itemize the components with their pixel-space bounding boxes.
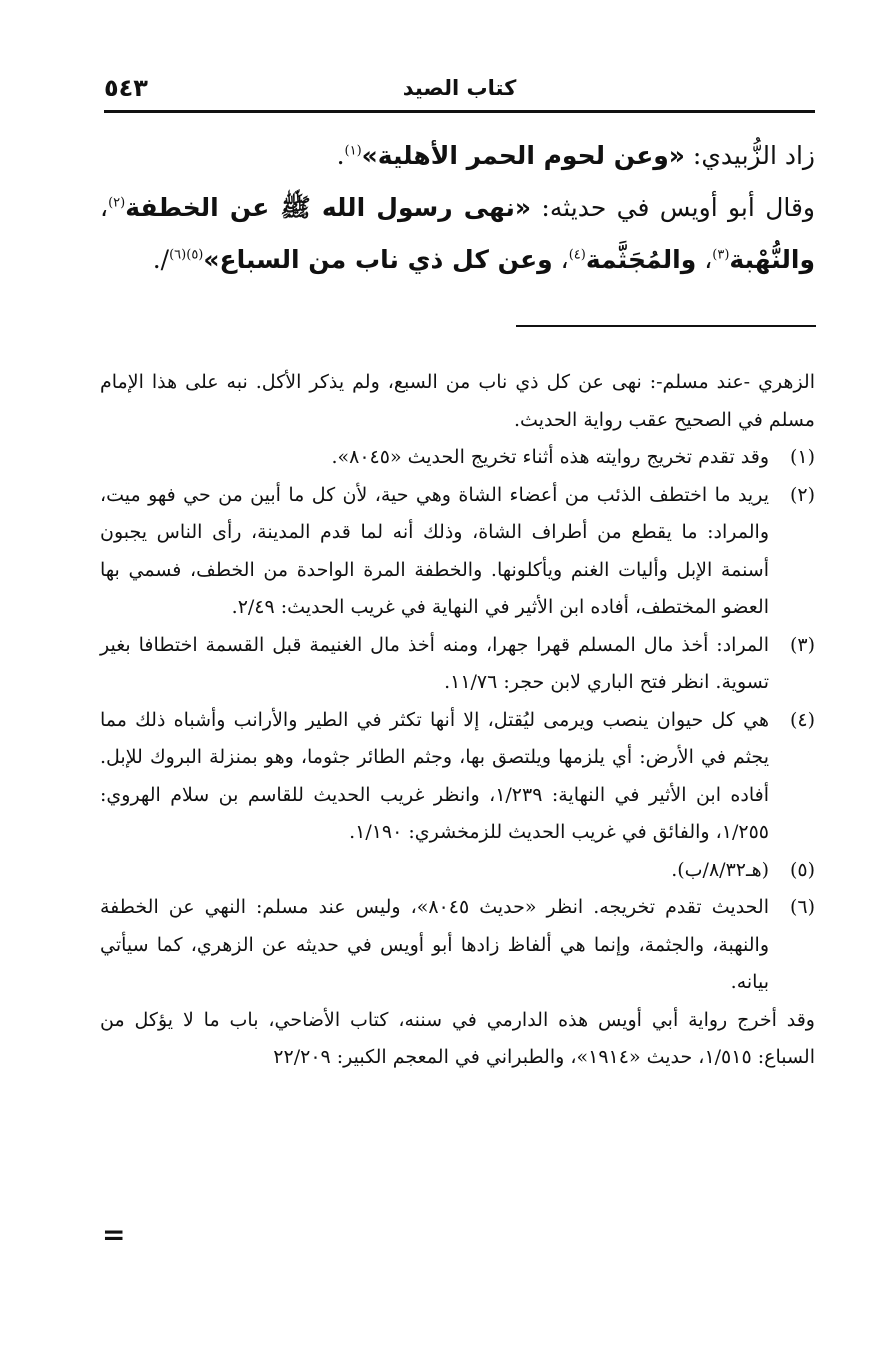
para2-sep-2: ، [696, 245, 713, 274]
footnote-text: هي كل حيوان ينصب ويرمى ليُقتل، إلا أنها تكثر في الطير والأرانب وأشباه ذلك مما يجثم في الأرض: أي يلزمها ويلتصق بها، وجثم الطائر جثوما، وهو بمنزلة البروك للإبل. أفاده ابن الأثير في النهاية: ١/٢٣٩، وانظر غريب الحديث للقاسم بن سلام الهروي: ١/٢٥٥، والفائق في غريب الحديث للزمخشري: ١/١٩٠. [100, 708, 769, 843]
main-paragraph-1 [100, 130, 815, 182]
footnote-text: وقد تقدم تخريج روايته هذه أثناء تخريج الحديث «٨٠٤٥». [331, 446, 769, 468]
footnote-1 [100, 439, 815, 477]
footnotes [100, 364, 815, 1077]
main-text [100, 130, 815, 286]
footnote-number: (٥) [789, 858, 815, 881]
footnote-number: (١) [789, 446, 815, 468]
footnote-5 [100, 852, 815, 890]
para2-word-b: والنُّهْبة [729, 245, 815, 274]
footnote-ref-5-6[interactable]: (٥)(٦) [169, 247, 204, 263]
continuation-mark: = [102, 1218, 126, 1251]
footnote-number: (٣) [789, 633, 815, 656]
footnote-number: (٦) [789, 896, 815, 918]
para1-lead: زاد الزُّبيدي: [684, 141, 815, 170]
footnote-3 [100, 627, 815, 702]
para1-tail: . [336, 141, 345, 170]
footnote-ref-1[interactable]: (١) [344, 143, 362, 159]
page-number: ٥٤٣ [104, 74, 148, 102]
footnote-text: يريد ما اختطف الذئب من أعضاء الشاة وهي حية، لأن كل ما أبين من حي فهو ميت، والمراد: ما يقطع من أطراف الشاة، وذلك أنه لما قدم المدينة، رأى الناس يجبون أسنمة الإبل وأليات الغنم ويأكلونها. والخطفة المرة الواحدة من الخطف، فسمي بها العضو المختطف، أفاده ابن الأثير في النهاية في غريب الحديث: ٢/٤٩. [100, 483, 769, 618]
para2-tail: /. [152, 245, 170, 274]
running-header [104, 74, 815, 108]
footnote-2 [100, 477, 815, 627]
para2-quote-a: «نهى رسول الله ﷺ عن الخطفة [125, 193, 532, 222]
para2-lead: وقال أبو أويس في حديثه: [531, 193, 815, 222]
para2-sep-1: ، [100, 193, 109, 222]
footnote-ref-4[interactable]: (٤) [568, 247, 586, 263]
book-title: كتاب الصيد [402, 76, 517, 100]
footnote-number: (٢) [789, 483, 815, 506]
footnote-closing-paragraph: وقد أخرج رواية أبي أويس هذه الدارمي في سننه، كتاب الأضاحي، باب ما لا يؤكل من السباع: ١/٥١٥، حديث «١٩١٤»، والطبراني في المعجم الكبير: ٢٢/٢٠٩ [100, 1008, 815, 1068]
para2-word-c: والمُجَثَّمة [585, 245, 697, 274]
footnote-ref-3[interactable]: (٣) [712, 247, 730, 263]
footnote-separator [516, 325, 816, 327]
footnote-text: المراد: أخذ مال المسلم قهرا جهرا، ومنه أخذ مال الغنيمة قبل القسمة اختطافا بغير تسوية. انظر فتح الباري لابن حجر: ١١/٧٦. [100, 633, 769, 693]
footnote-text: (هـ٨/٣٢/ب). [671, 858, 769, 881]
footnote-number: (٤) [789, 708, 815, 731]
footnote-text: الحديث تقدم تخريجه. انظر «حديث ٨٠٤٥»، وليس عند مسلم: النهي عن الخطفة والنهبة، والجثمة، وإنما هي ألفاظ زادها أبو أويس في حديثه عن الزهري، كما سيأتي بيانه. [100, 896, 769, 993]
footnote-6 [100, 889, 815, 1002]
main-paragraph-2 [100, 182, 815, 286]
para2-sep-3: ، [552, 245, 569, 274]
footnote-continued-intro: الزهري -عند مسلم-: نهى عن كل ذي ناب من السبع، ولم يذكر الأكل. نبه على هذا الإمام مسلم في الصحيح عقب رواية الحديث. [100, 371, 815, 431]
footnote-ref-2[interactable]: (٢) [108, 195, 126, 211]
para2-quote-d: وعن كل ذي ناب من السباع» [203, 245, 553, 274]
footnote-4 [100, 702, 815, 852]
para1-quote: «وعن لحوم الحمر الأهلية» [361, 141, 685, 170]
header-rule [104, 110, 815, 113]
